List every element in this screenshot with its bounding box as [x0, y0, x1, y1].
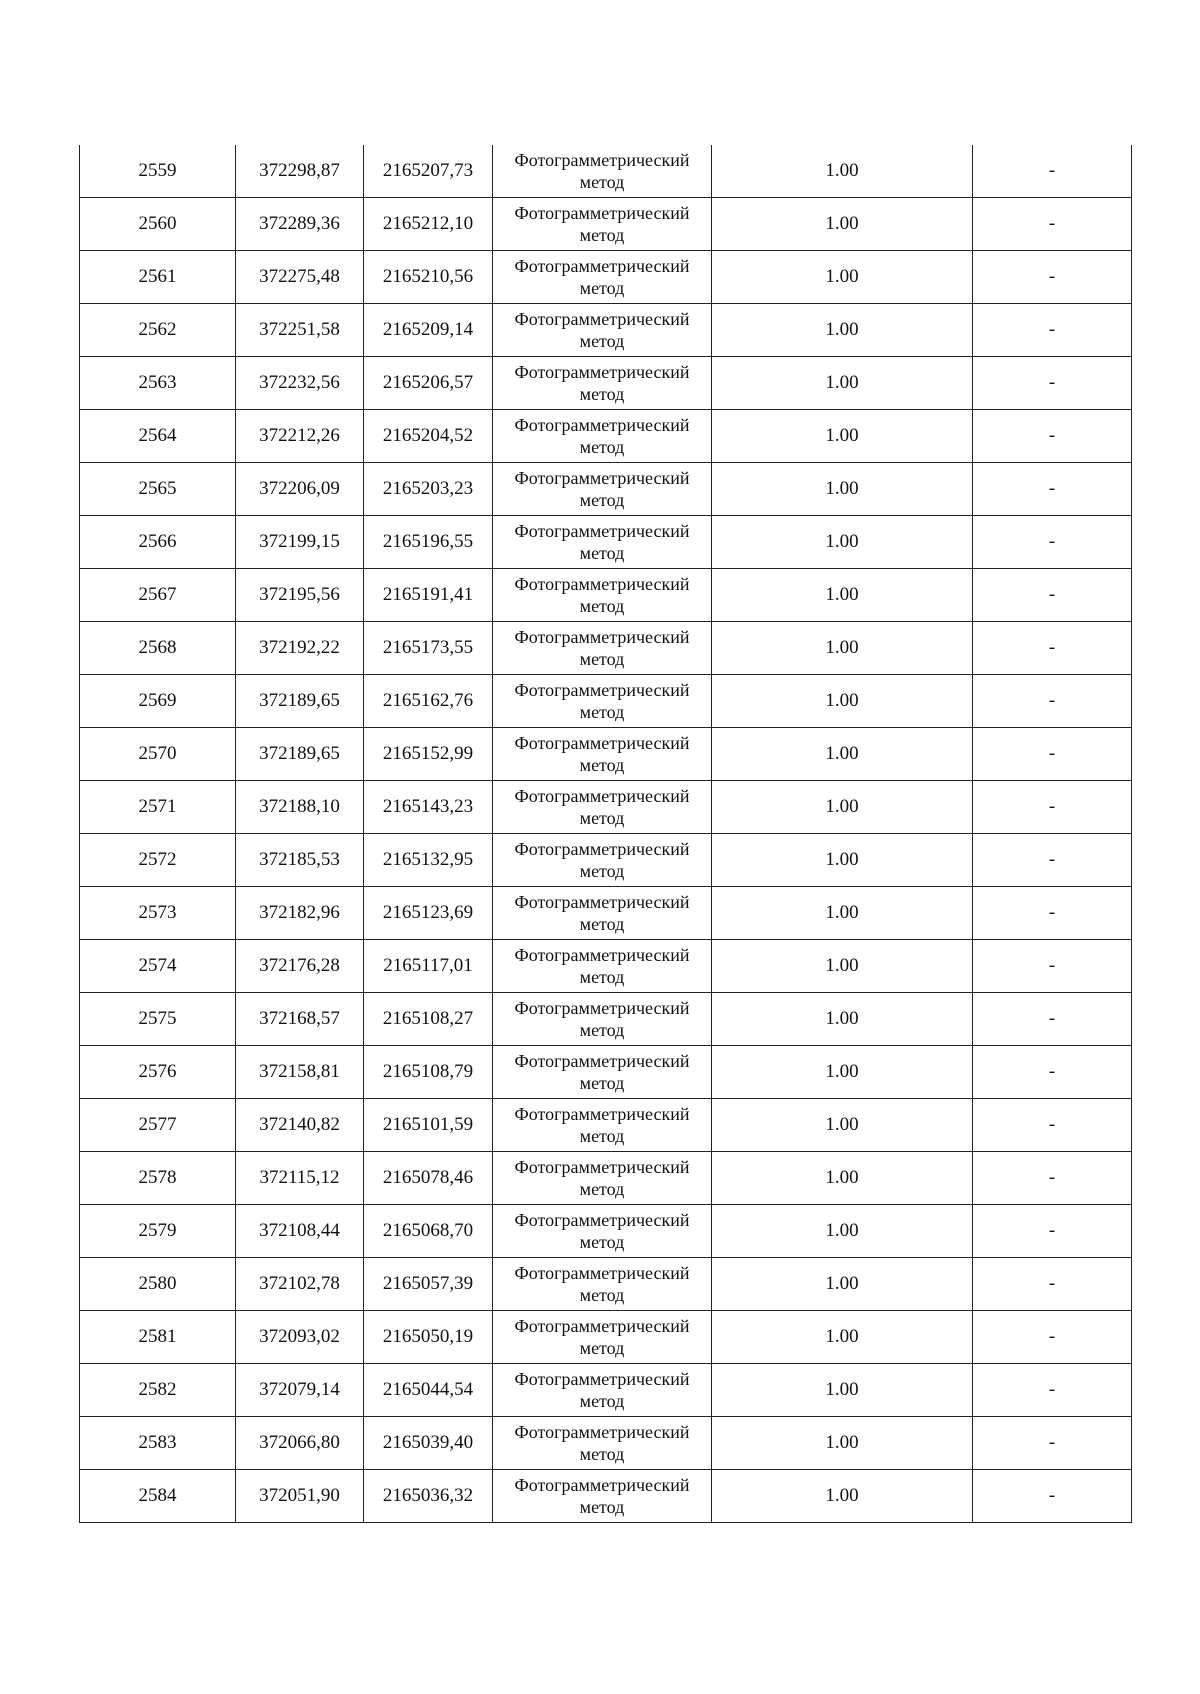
y-coordinate-cell: 2165207,73 [364, 145, 493, 198]
y-coordinate-cell: 2165162,76 [364, 675, 493, 728]
x-coordinate-cell: 372206,09 [236, 463, 364, 516]
point-number-cell: 2579 [80, 1205, 236, 1258]
method-line-2: метод [579, 543, 625, 563]
table-row [80, 410, 1132, 463]
method-cell [493, 728, 712, 781]
note-cell: - [973, 569, 1132, 622]
x-coordinate-cell: 372192,22 [236, 622, 364, 675]
accuracy-cell: 1.00 [712, 675, 973, 728]
method-cell [493, 569, 712, 622]
accuracy-cell: 1.00 [712, 1311, 973, 1364]
table-row [80, 304, 1132, 357]
x-coordinate-cell: 372275,48 [236, 251, 364, 304]
accuracy-cell: 1.00 [712, 198, 973, 251]
y-coordinate-cell: 2165068,70 [364, 1205, 493, 1258]
method-line-2: метод [579, 225, 625, 245]
y-coordinate-cell: 2165143,23 [364, 781, 493, 834]
point-number-cell: 2563 [80, 357, 236, 410]
accuracy-cell: 1.00 [712, 1099, 973, 1152]
table-row [80, 569, 1132, 622]
y-coordinate-cell: 2165212,10 [364, 198, 493, 251]
method-line-2: метод [579, 649, 625, 669]
accuracy-cell: 1.00 [712, 1258, 973, 1311]
accuracy-cell: 1.00 [712, 463, 973, 516]
table-row [80, 675, 1132, 728]
table-row [80, 1046, 1132, 1099]
method-cell [493, 1311, 712, 1364]
note-cell: - [973, 410, 1132, 463]
x-coordinate-cell: 372212,26 [236, 410, 364, 463]
table-row [80, 1417, 1132, 1470]
x-coordinate-cell: 372108,44 [236, 1205, 364, 1258]
method-cell [493, 145, 712, 198]
accuracy-cell: 1.00 [712, 1417, 973, 1470]
y-coordinate-cell: 2165209,14 [364, 304, 493, 357]
method-cell [493, 516, 712, 569]
point-number-cell: 2577 [80, 1099, 236, 1152]
method-line-1: Фотограмметрический [514, 892, 690, 912]
method-line-2: метод [579, 1497, 625, 1517]
table-row [80, 145, 1132, 198]
point-number-cell: 2584 [80, 1470, 236, 1523]
point-number-cell: 2566 [80, 516, 236, 569]
method-cell [493, 887, 712, 940]
x-coordinate-cell: 372158,81 [236, 1046, 364, 1099]
note-cell: - [973, 1099, 1132, 1152]
method-cell [493, 781, 712, 834]
table-row [80, 1470, 1132, 1523]
table-row [80, 198, 1132, 251]
table-row [80, 1152, 1132, 1205]
method-line-2: метод [579, 1391, 625, 1411]
note-cell: - [973, 834, 1132, 887]
table-row [80, 1311, 1132, 1364]
y-coordinate-cell: 2165108,27 [364, 993, 493, 1046]
accuracy-cell: 1.00 [712, 251, 973, 304]
y-coordinate-cell: 2165108,79 [364, 1046, 493, 1099]
note-cell: - [973, 622, 1132, 675]
x-coordinate-cell: 372188,10 [236, 781, 364, 834]
method-line-1: Фотограмметрический [514, 839, 690, 859]
method-line-1: Фотограмметрический [514, 415, 690, 435]
point-number-cell: 2575 [80, 993, 236, 1046]
x-coordinate-cell: 372102,78 [236, 1258, 364, 1311]
method-line-1: Фотограмметрический [514, 521, 690, 541]
method-line-1: Фотограмметрический [514, 1263, 690, 1283]
y-coordinate-cell: 2165203,23 [364, 463, 493, 516]
y-coordinate-cell: 2165044,54 [364, 1364, 493, 1417]
method-line-1: Фотограмметрический [514, 1104, 690, 1124]
point-number-cell: 2565 [80, 463, 236, 516]
method-line-1: Фотограмметрический [514, 1210, 690, 1230]
table-row [80, 357, 1132, 410]
method-line-2: метод [579, 172, 625, 192]
note-cell: - [973, 251, 1132, 304]
method-line-2: метод [579, 1338, 625, 1358]
point-number-cell: 2562 [80, 304, 236, 357]
y-coordinate-cell: 2165206,57 [364, 357, 493, 410]
method-line-2: метод [579, 596, 625, 616]
y-coordinate-cell: 2165101,59 [364, 1099, 493, 1152]
note-cell: - [973, 887, 1132, 940]
method-line-2: метод [579, 490, 625, 510]
table-row [80, 251, 1132, 304]
accuracy-cell: 1.00 [712, 940, 973, 993]
method-line-2: метод [579, 1179, 625, 1199]
note-cell: - [973, 1417, 1132, 1470]
y-coordinate-cell: 2165204,52 [364, 410, 493, 463]
method-line-1: Фотограмметрический [514, 309, 690, 329]
note-cell: - [973, 781, 1132, 834]
x-coordinate-cell: 372115,12 [236, 1152, 364, 1205]
method-cell [493, 622, 712, 675]
method-cell [493, 675, 712, 728]
method-line-2: метод [579, 755, 625, 775]
method-line-1: Фотограмметрический [514, 574, 690, 594]
table-row [80, 993, 1132, 1046]
method-line-2: метод [579, 1073, 625, 1093]
method-line-1: Фотограмметрический [514, 1316, 690, 1336]
note-cell: - [973, 1470, 1132, 1523]
point-number-cell: 2574 [80, 940, 236, 993]
x-coordinate-cell: 372298,87 [236, 145, 364, 198]
y-coordinate-cell: 2165210,56 [364, 251, 493, 304]
note-cell: - [973, 940, 1132, 993]
y-coordinate-cell: 2165123,69 [364, 887, 493, 940]
method-line-1: Фотограмметрический [514, 1369, 690, 1389]
method-cell [493, 1046, 712, 1099]
y-coordinate-cell: 2165039,40 [364, 1417, 493, 1470]
y-coordinate-cell: 2165050,19 [364, 1311, 493, 1364]
note-cell: - [973, 993, 1132, 1046]
x-coordinate-cell: 372066,80 [236, 1417, 364, 1470]
point-number-cell: 2580 [80, 1258, 236, 1311]
point-number-cell: 2576 [80, 1046, 236, 1099]
method-line-1: Фотограмметрический [514, 203, 690, 223]
y-coordinate-cell: 2165191,41 [364, 569, 493, 622]
x-coordinate-cell: 372195,56 [236, 569, 364, 622]
table-row [80, 1205, 1132, 1258]
accuracy-cell: 1.00 [712, 304, 973, 357]
table-row [80, 940, 1132, 993]
point-number-cell: 2569 [80, 675, 236, 728]
table-row [80, 887, 1132, 940]
method-line-2: метод [579, 914, 625, 934]
accuracy-cell: 1.00 [712, 834, 973, 887]
point-number-cell: 2572 [80, 834, 236, 887]
accuracy-cell: 1.00 [712, 357, 973, 410]
coordinates-table [79, 145, 1132, 1523]
method-line-2: метод [579, 1020, 625, 1040]
table-row [80, 516, 1132, 569]
method-cell [493, 251, 712, 304]
note-cell: - [973, 198, 1132, 251]
method-cell [493, 1417, 712, 1470]
method-cell [493, 410, 712, 463]
method-line-2: метод [579, 278, 625, 298]
method-cell [493, 1470, 712, 1523]
method-line-2: метод [579, 967, 625, 987]
point-number-cell: 2567 [80, 569, 236, 622]
method-line-1: Фотограмметрический [514, 1157, 690, 1177]
method-line-1: Фотограмметрический [514, 256, 690, 276]
y-coordinate-cell: 2165057,39 [364, 1258, 493, 1311]
method-line-1: Фотограмметрический [514, 733, 690, 753]
note-cell: - [973, 145, 1132, 198]
table-row [80, 622, 1132, 675]
accuracy-cell: 1.00 [712, 1152, 973, 1205]
accuracy-cell: 1.00 [712, 1046, 973, 1099]
note-cell: - [973, 728, 1132, 781]
method-line-1: Фотограмметрический [514, 150, 690, 170]
note-cell: - [973, 516, 1132, 569]
table-row [80, 834, 1132, 887]
accuracy-cell: 1.00 [712, 1364, 973, 1417]
method-cell [493, 834, 712, 887]
method-line-1: Фотограмметрический [514, 945, 690, 965]
x-coordinate-cell: 372093,02 [236, 1311, 364, 1364]
method-line-2: метод [579, 861, 625, 881]
table-row [80, 1258, 1132, 1311]
accuracy-cell: 1.00 [712, 569, 973, 622]
method-line-2: метод [579, 1232, 625, 1252]
method-line-2: метод [579, 1444, 625, 1464]
accuracy-cell: 1.00 [712, 728, 973, 781]
method-line-1: Фотограмметрический [514, 362, 690, 382]
point-number-cell: 2568 [80, 622, 236, 675]
method-line-1: Фотограмметрический [514, 1475, 690, 1495]
method-line-1: Фотограмметрический [514, 786, 690, 806]
note-cell: - [973, 1152, 1132, 1205]
point-number-cell: 2583 [80, 1417, 236, 1470]
x-coordinate-cell: 372079,14 [236, 1364, 364, 1417]
method-cell [493, 1152, 712, 1205]
point-number-cell: 2560 [80, 198, 236, 251]
point-number-cell: 2571 [80, 781, 236, 834]
accuracy-cell: 1.00 [712, 622, 973, 675]
table-body [80, 145, 1132, 1523]
accuracy-cell: 1.00 [712, 145, 973, 198]
x-coordinate-cell: 372289,36 [236, 198, 364, 251]
note-cell: - [973, 1311, 1132, 1364]
point-number-cell: 2559 [80, 145, 236, 198]
y-coordinate-cell: 2165152,99 [364, 728, 493, 781]
method-cell [493, 357, 712, 410]
x-coordinate-cell: 372189,65 [236, 675, 364, 728]
point-number-cell: 2582 [80, 1364, 236, 1417]
y-coordinate-cell: 2165117,01 [364, 940, 493, 993]
x-coordinate-cell: 372176,28 [236, 940, 364, 993]
point-number-cell: 2578 [80, 1152, 236, 1205]
y-coordinate-cell: 2165078,46 [364, 1152, 493, 1205]
method-line-1: Фотограмметрический [514, 1051, 690, 1071]
x-coordinate-cell: 372182,96 [236, 887, 364, 940]
method-line-2: метод [579, 384, 625, 404]
method-cell [493, 1258, 712, 1311]
method-line-2: метод [579, 331, 625, 351]
method-cell [493, 993, 712, 1046]
note-cell: - [973, 1258, 1132, 1311]
method-line-1: Фотограмметрический [514, 627, 690, 647]
method-line-2: метод [579, 702, 625, 722]
note-cell: - [973, 1364, 1132, 1417]
table-row [80, 1099, 1132, 1152]
method-cell [493, 304, 712, 357]
x-coordinate-cell: 372185,53 [236, 834, 364, 887]
note-cell: - [973, 463, 1132, 516]
accuracy-cell: 1.00 [712, 1470, 973, 1523]
method-cell [493, 1205, 712, 1258]
point-number-cell: 2581 [80, 1311, 236, 1364]
point-number-cell: 2573 [80, 887, 236, 940]
x-coordinate-cell: 372199,15 [236, 516, 364, 569]
method-line-1: Фотограмметрический [514, 1422, 690, 1442]
point-number-cell: 2561 [80, 251, 236, 304]
table-row [80, 728, 1132, 781]
table-row [80, 781, 1132, 834]
point-number-cell: 2570 [80, 728, 236, 781]
y-coordinate-cell: 2165036,32 [364, 1470, 493, 1523]
x-coordinate-cell: 372251,58 [236, 304, 364, 357]
method-cell [493, 463, 712, 516]
accuracy-cell: 1.00 [712, 410, 973, 463]
note-cell: - [973, 1046, 1132, 1099]
method-cell [493, 1099, 712, 1152]
x-coordinate-cell: 372168,57 [236, 993, 364, 1046]
point-number-cell: 2564 [80, 410, 236, 463]
x-coordinate-cell: 372051,90 [236, 1470, 364, 1523]
x-coordinate-cell: 372140,82 [236, 1099, 364, 1152]
method-cell [493, 198, 712, 251]
accuracy-cell: 1.00 [712, 516, 973, 569]
note-cell: - [973, 357, 1132, 410]
accuracy-cell: 1.00 [712, 887, 973, 940]
note-cell: - [973, 304, 1132, 357]
method-line-2: метод [579, 808, 625, 828]
method-line-1: Фотограмметрический [514, 680, 690, 700]
note-cell: - [973, 675, 1132, 728]
accuracy-cell: 1.00 [712, 993, 973, 1046]
table-row [80, 463, 1132, 516]
y-coordinate-cell: 2165196,55 [364, 516, 493, 569]
method-line-1: Фотограмметрический [514, 468, 690, 488]
note-cell: - [973, 1205, 1132, 1258]
method-cell [493, 1364, 712, 1417]
accuracy-cell: 1.00 [712, 1205, 973, 1258]
x-coordinate-cell: 372232,56 [236, 357, 364, 410]
table-row [80, 1364, 1132, 1417]
method-line-2: метод [579, 437, 625, 457]
y-coordinate-cell: 2165173,55 [364, 622, 493, 675]
method-line-2: метод [579, 1126, 625, 1146]
method-line-1: Фотограмметрический [514, 998, 690, 1018]
x-coordinate-cell: 372189,65 [236, 728, 364, 781]
y-coordinate-cell: 2165132,95 [364, 834, 493, 887]
method-line-2: метод [579, 1285, 625, 1305]
accuracy-cell: 1.00 [712, 781, 973, 834]
method-cell [493, 940, 712, 993]
